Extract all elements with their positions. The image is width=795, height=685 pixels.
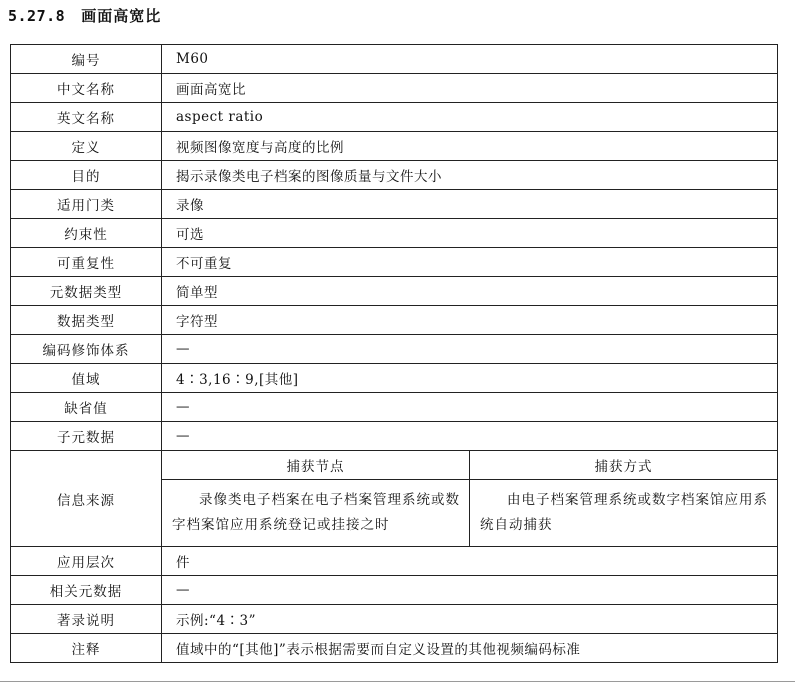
row-label: 数据类型 [11,306,162,335]
table-row [11,393,778,422]
page-divider [0,681,795,682]
table-row [11,103,778,132]
row-label: 目的 [11,161,162,190]
row-label: 约束性 [11,219,162,248]
row-label: 编号 [11,45,162,74]
section-heading [8,4,161,28]
table-row [11,161,778,190]
row-label: 定义 [11,132,162,161]
row-label: 元数据类型 [11,277,162,306]
row-label: 注释 [11,634,162,663]
row-label: 编码修饰体系 [11,335,162,364]
row-label: 相关元数据 [11,576,162,605]
row-value: 简单型 [162,277,778,306]
metadata-table [10,44,778,663]
capture-node-header: 捕获节点 [162,451,470,480]
row-label: 著录说明 [11,605,162,634]
table-row [11,306,778,335]
row-value: 示例:“4∶3” [162,605,778,634]
table-row [11,364,778,393]
capture-method-value: 由电子档案管理系统或数字档案馆应用系统自动捕获 [470,480,778,547]
source-subtable [162,451,777,546]
section-number: 5.27.8 [8,7,66,25]
table-row [11,248,778,277]
source-cell [162,451,778,547]
row-value: 字符型 [162,306,778,335]
source-label: 信息来源 [11,451,162,547]
row-value: 可选 [162,219,778,248]
row-value: M60 [162,45,778,74]
row-value: — [162,576,778,605]
row-label: 缺省值 [11,393,162,422]
capture-node-value: 录像类电子档案在电子档案管理系统或数字档案馆应用系统登记或挂接之时 [172,492,460,533]
row-value: 不可重复 [162,248,778,277]
source-header-row [162,451,777,480]
table-row [11,277,778,306]
table-row [11,190,778,219]
row-label: 中文名称 [11,74,162,103]
row-value: aspect ratio [162,103,778,132]
source-row [11,451,778,547]
table-row [11,576,778,605]
row-value: 视频图像宽度与高度的比例 [162,132,778,161]
row-label: 适用门类 [11,190,162,219]
source-value-row [162,480,777,547]
table-row [11,605,778,634]
row-label: 值域 [11,364,162,393]
row-label: 英文名称 [11,103,162,132]
row-value: 值域中的“[其他]”表示根据需要而自定义设置的其他视频编码标准 [162,634,778,663]
row-value: 录像 [162,190,778,219]
row-value: — [162,422,778,451]
row-value: 4∶3,16∶9,[其他] [162,364,778,393]
row-value: — [162,335,778,364]
row-label: 子元数据 [11,422,162,451]
row-label: 可重复性 [11,248,162,277]
row-value: 揭示录像类电子档案的图像质量与文件大小 [162,161,778,190]
row-value: 画面高宽比 [162,74,778,103]
table-row [11,335,778,364]
table-row [11,547,778,576]
capture-method-header: 捕获方式 [470,451,778,480]
section-title: 画面高宽比 [81,7,162,25]
table-row [11,45,778,74]
table-row [11,219,778,248]
table-row [11,132,778,161]
row-value: — [162,393,778,422]
table-row [11,74,778,103]
table-row [11,634,778,663]
table-row [11,422,778,451]
row-label: 应用层次 [11,547,162,576]
row-value: 件 [162,547,778,576]
